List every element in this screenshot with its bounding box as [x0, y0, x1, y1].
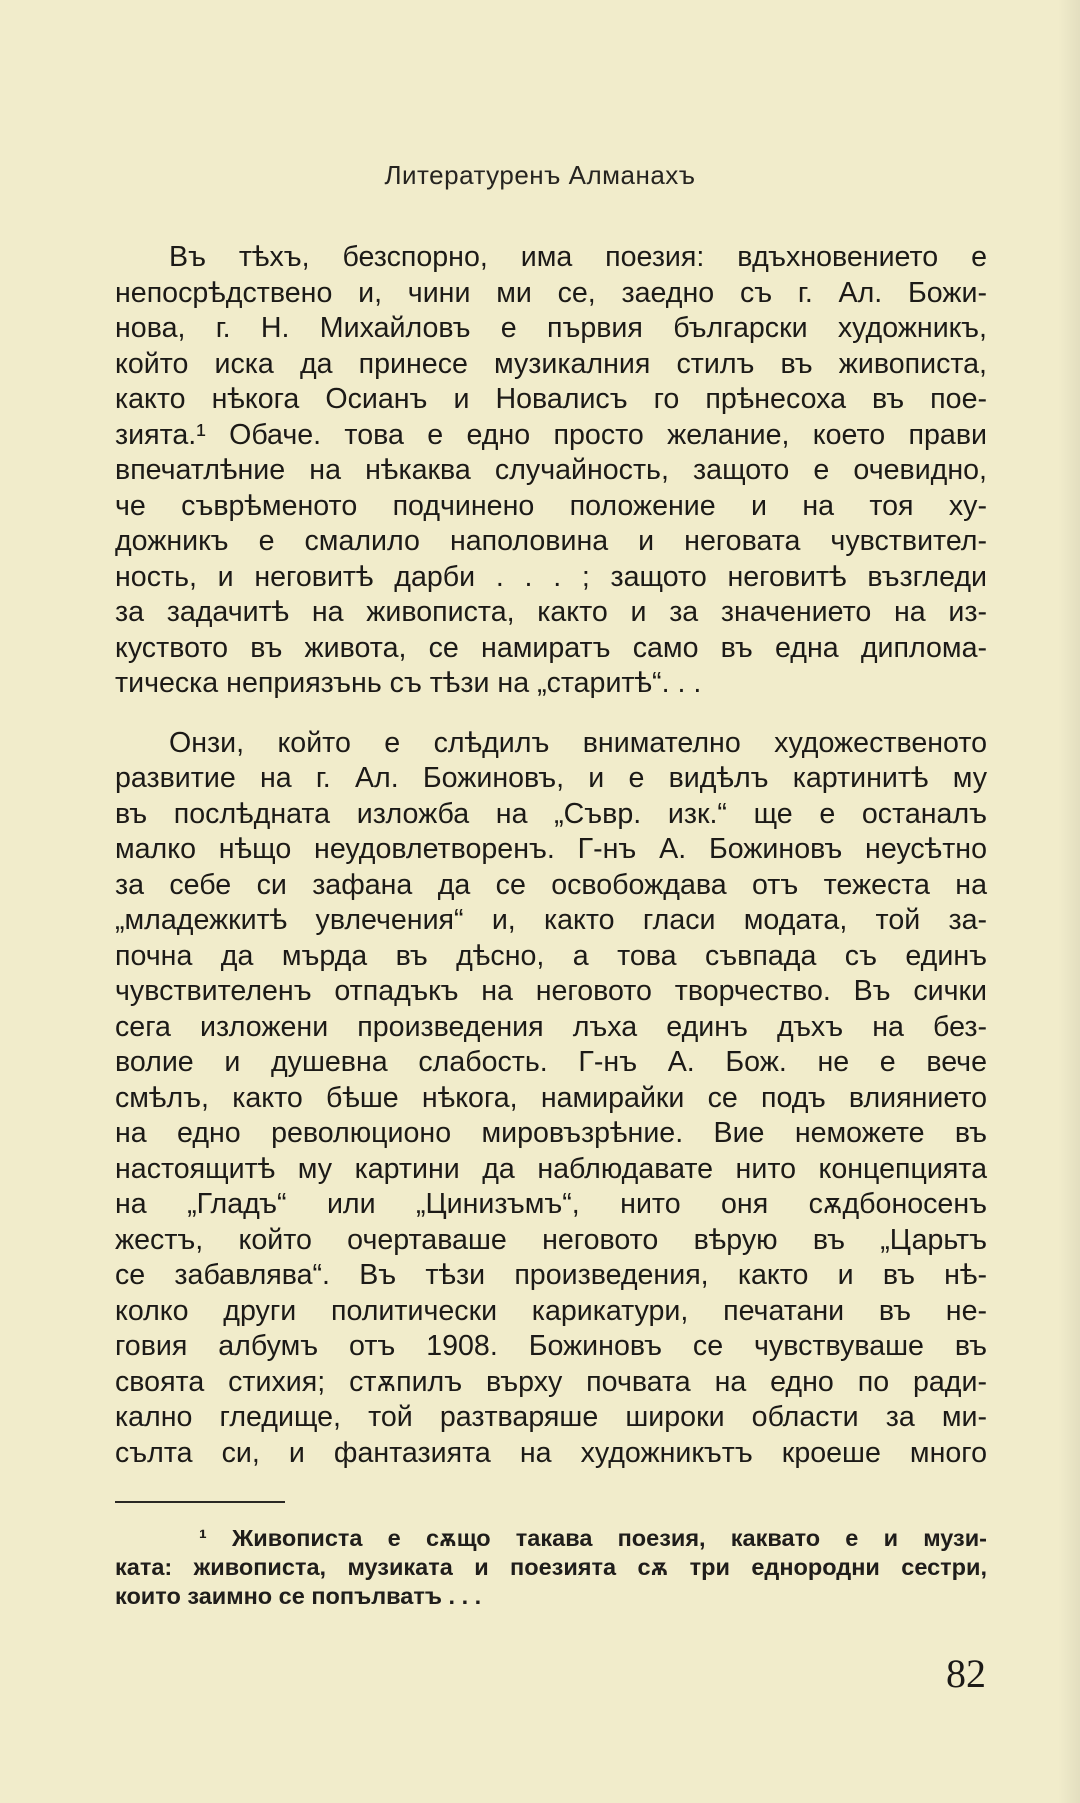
running-head: Литературенъ Алманахъ: [384, 160, 696, 190]
text-line: за задачитѣ на живописта, както и за значението на из-: [115, 596, 987, 628]
text-line: колко други политически карикатури, печатани въ не-: [115, 1294, 987, 1327]
footnote: [115, 1524, 987, 1611]
footnote-line: ¹ Живописта е сѫщо такава поезия, каквато е и музи-: [199, 1525, 987, 1551]
page-number: 82: [946, 1651, 986, 1696]
text-line: настоящитѣ му картини да наблюдавате нито концепцията: [115, 1152, 987, 1185]
text-line: развитие на г. Ал. Божиновъ, и е видѣлъ картинитѣ му: [115, 762, 987, 794]
text-line: дожникъ е смалило наполовина и неговата чувствител-: [115, 525, 987, 557]
text-line: Онзи, който е слѣдилъ внимателно художественото: [169, 726, 987, 759]
main-text: [115, 240, 987, 1495]
text-line: „младежкитѣ увлечения“ и, както гласи модата, той за-: [115, 904, 987, 936]
text-line: че съврѣменото подчинено положение и на тоя ху-: [115, 489, 987, 522]
text-line: впечатлѣние на нѣкаква случайность, защото е очевидно,: [115, 454, 987, 486]
text-line: смѣлъ, както бѣше нѣкога, намирайки се подъ влиянието: [115, 1081, 987, 1114]
text-line: се забавлява“. Въ тѣзи произведения, както и въ нѣ-: [115, 1259, 987, 1291]
footnote-divider: [115, 1501, 285, 1503]
paragraph-1: [115, 240, 987, 702]
text-line: за себе си зафана да се освобождава отъ тежеста на: [115, 868, 987, 901]
text-line: малко нѣщо неудовлетворенъ. Г-нъ А. Божиновъ неусѣтно: [115, 833, 987, 865]
text-line: кално гледище, той разтваряше широки области за ми-: [115, 1401, 987, 1433]
text-line: жестъ, който очертаваше неговото вѣрую въ „Царьтъ: [115, 1223, 987, 1256]
text-line: зията.¹ Обаче. това е едно просто желание, което прави: [115, 418, 987, 451]
text-line: ность, и неговитѣ дарби . . . ; защото неговитѣ възгледи: [115, 560, 987, 593]
text-line: куството въ живота, се намиратъ само въ една диплома-: [115, 631, 987, 664]
text-line: волие и душевна слабость. Г-нъ А. Бож. не е вече: [115, 1046, 987, 1078]
page-edge-shadow: [1058, 0, 1080, 1803]
paragraph-2: [115, 726, 987, 1472]
text-line: тическа неприязънь съ тѣзи на „старитѣ“. . .: [115, 667, 702, 699]
text-line: както нѣкога Осианъ и Новалисъ го прѣнесоха въ пое-: [115, 383, 987, 415]
text-line: нова, г. Н. Михайловъ е първия български художникъ,: [115, 312, 987, 344]
text-line: сълта си, и фантазията на художникътъ кроеше много: [115, 1436, 987, 1469]
text-line: Въ тѣхъ, безспорно, има поезия: вдъхновението е: [169, 241, 987, 273]
footnote-line: ката: живописта, музиката и поезията сѫ три еднородни сестри,: [115, 1554, 987, 1580]
text-line: сега изложени произведения лъха единъ дъхъ на без-: [115, 1010, 987, 1043]
footnote-line: които заимно се попълватъ . . .: [115, 1583, 482, 1609]
text-line: чувствителенъ отпадъкъ на неговото творчество. Въ сички: [115, 975, 987, 1007]
text-line: въ послѣдната изложба на „Съвр. изк.“ ще е останалъ: [115, 797, 987, 830]
text-line: своята стихия; стѫпилъ върху почвата на едно по ради-: [115, 1365, 987, 1398]
text-line: почна да мърда въ дѣсно, а това съвпада съ единъ: [115, 939, 987, 972]
text-line: на едно революционо мировъзрѣние. Вие неможете въ: [115, 1117, 987, 1149]
text-line: непосрѣдствено и, чини ми се, заедно съ г. Ал. Божи-: [115, 276, 987, 309]
text-line: който иска да принесе музикалния стилъ въ живописта,: [115, 347, 987, 380]
text-line: на „Гладъ“ или „Цинизъмъ“, нито оня сѫдбоносенъ: [115, 1188, 987, 1220]
text-line: говия албумъ отъ 1908. Божиновъ се чувствуваше въ: [115, 1330, 987, 1362]
